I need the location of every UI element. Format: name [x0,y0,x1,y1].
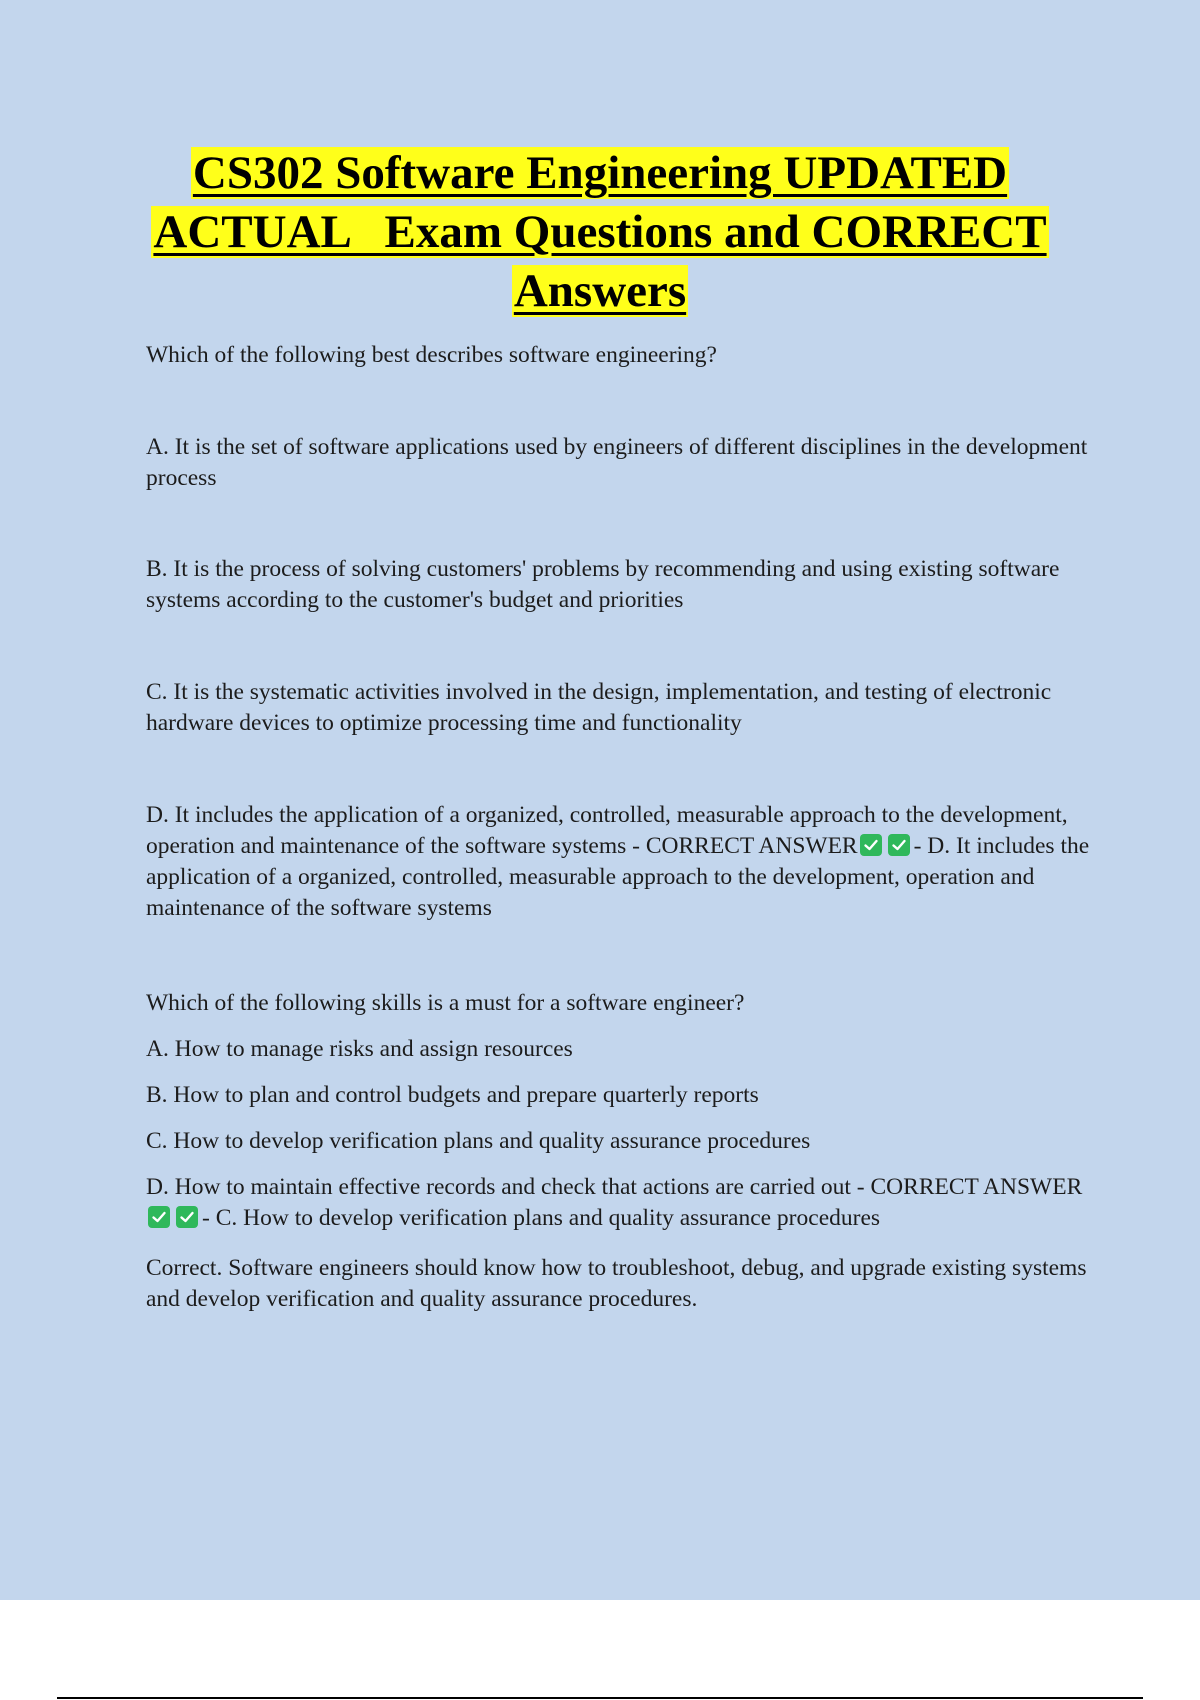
check-mark-icon [860,834,882,856]
question-2-option-d-answer [146,1172,1096,1234]
document-title [0,144,1200,321]
footer-divider [57,1697,1143,1699]
title-line-1: CS302 Software Engineering UPDATED [192,147,1008,199]
title-line-2: ACTUAL Exam Questions and CORRECT [153,206,1047,258]
title-line-3: Answers [513,265,687,317]
question-1-text: Which of the following best describes software engineering? [146,342,717,368]
check-mark-icon [148,1206,170,1228]
question-2-option-c: C. How to develop verification plans and quality assurance procedures [146,1128,811,1154]
question-1-option-a: A. It is the set of software applications used by engineers of different disciplines in the development process [146,434,1088,491]
question-2-option-a: A. How to manage risks and assign resources [146,1036,573,1062]
question-1-option-b: B. It is the process of solving customers' problems by recommending and using existing software systems according to the customer's budget and priorities [146,556,1060,613]
question-2-explanation: Correct. Software engineers should know how to troubleshoot, debug, and upgrade existing systems and develop verification and quality assurance procedures. [146,1255,1087,1312]
question-2-correct-answer: - C. How to develop verification plans and quality assurance procedures [202,1205,881,1231]
question-2-option-b: B. How to plan and control budgets and prepare quarterly reports [146,1082,759,1108]
question-1-correct-answer: - D. It includes the application of a organized, controlled, measurable approach to the development, operation and maintenance of the software systems [146,833,1090,921]
question-2-option-d: D. How to maintain effective records and check that actions are carried out - CORRECT ANSWER [146,1174,1083,1200]
check-mark-icon [176,1206,198,1228]
question-2-text: Which of the following skills is a must for a software engineer? [146,990,745,1016]
check-mark-icon [888,834,910,856]
question-1-option-d-answer [146,800,1096,924]
question-1-option-c: C. It is the systematic activities involved in the design, implementation, and testing of electronic hardware devices to optimize processing time and functionality [146,679,1052,736]
question-1-option-d: D. It includes the application of a organized, controlled, measurable approach to the development, operation and maintenance of the software systems - CORRECT ANSWER [146,802,1068,859]
